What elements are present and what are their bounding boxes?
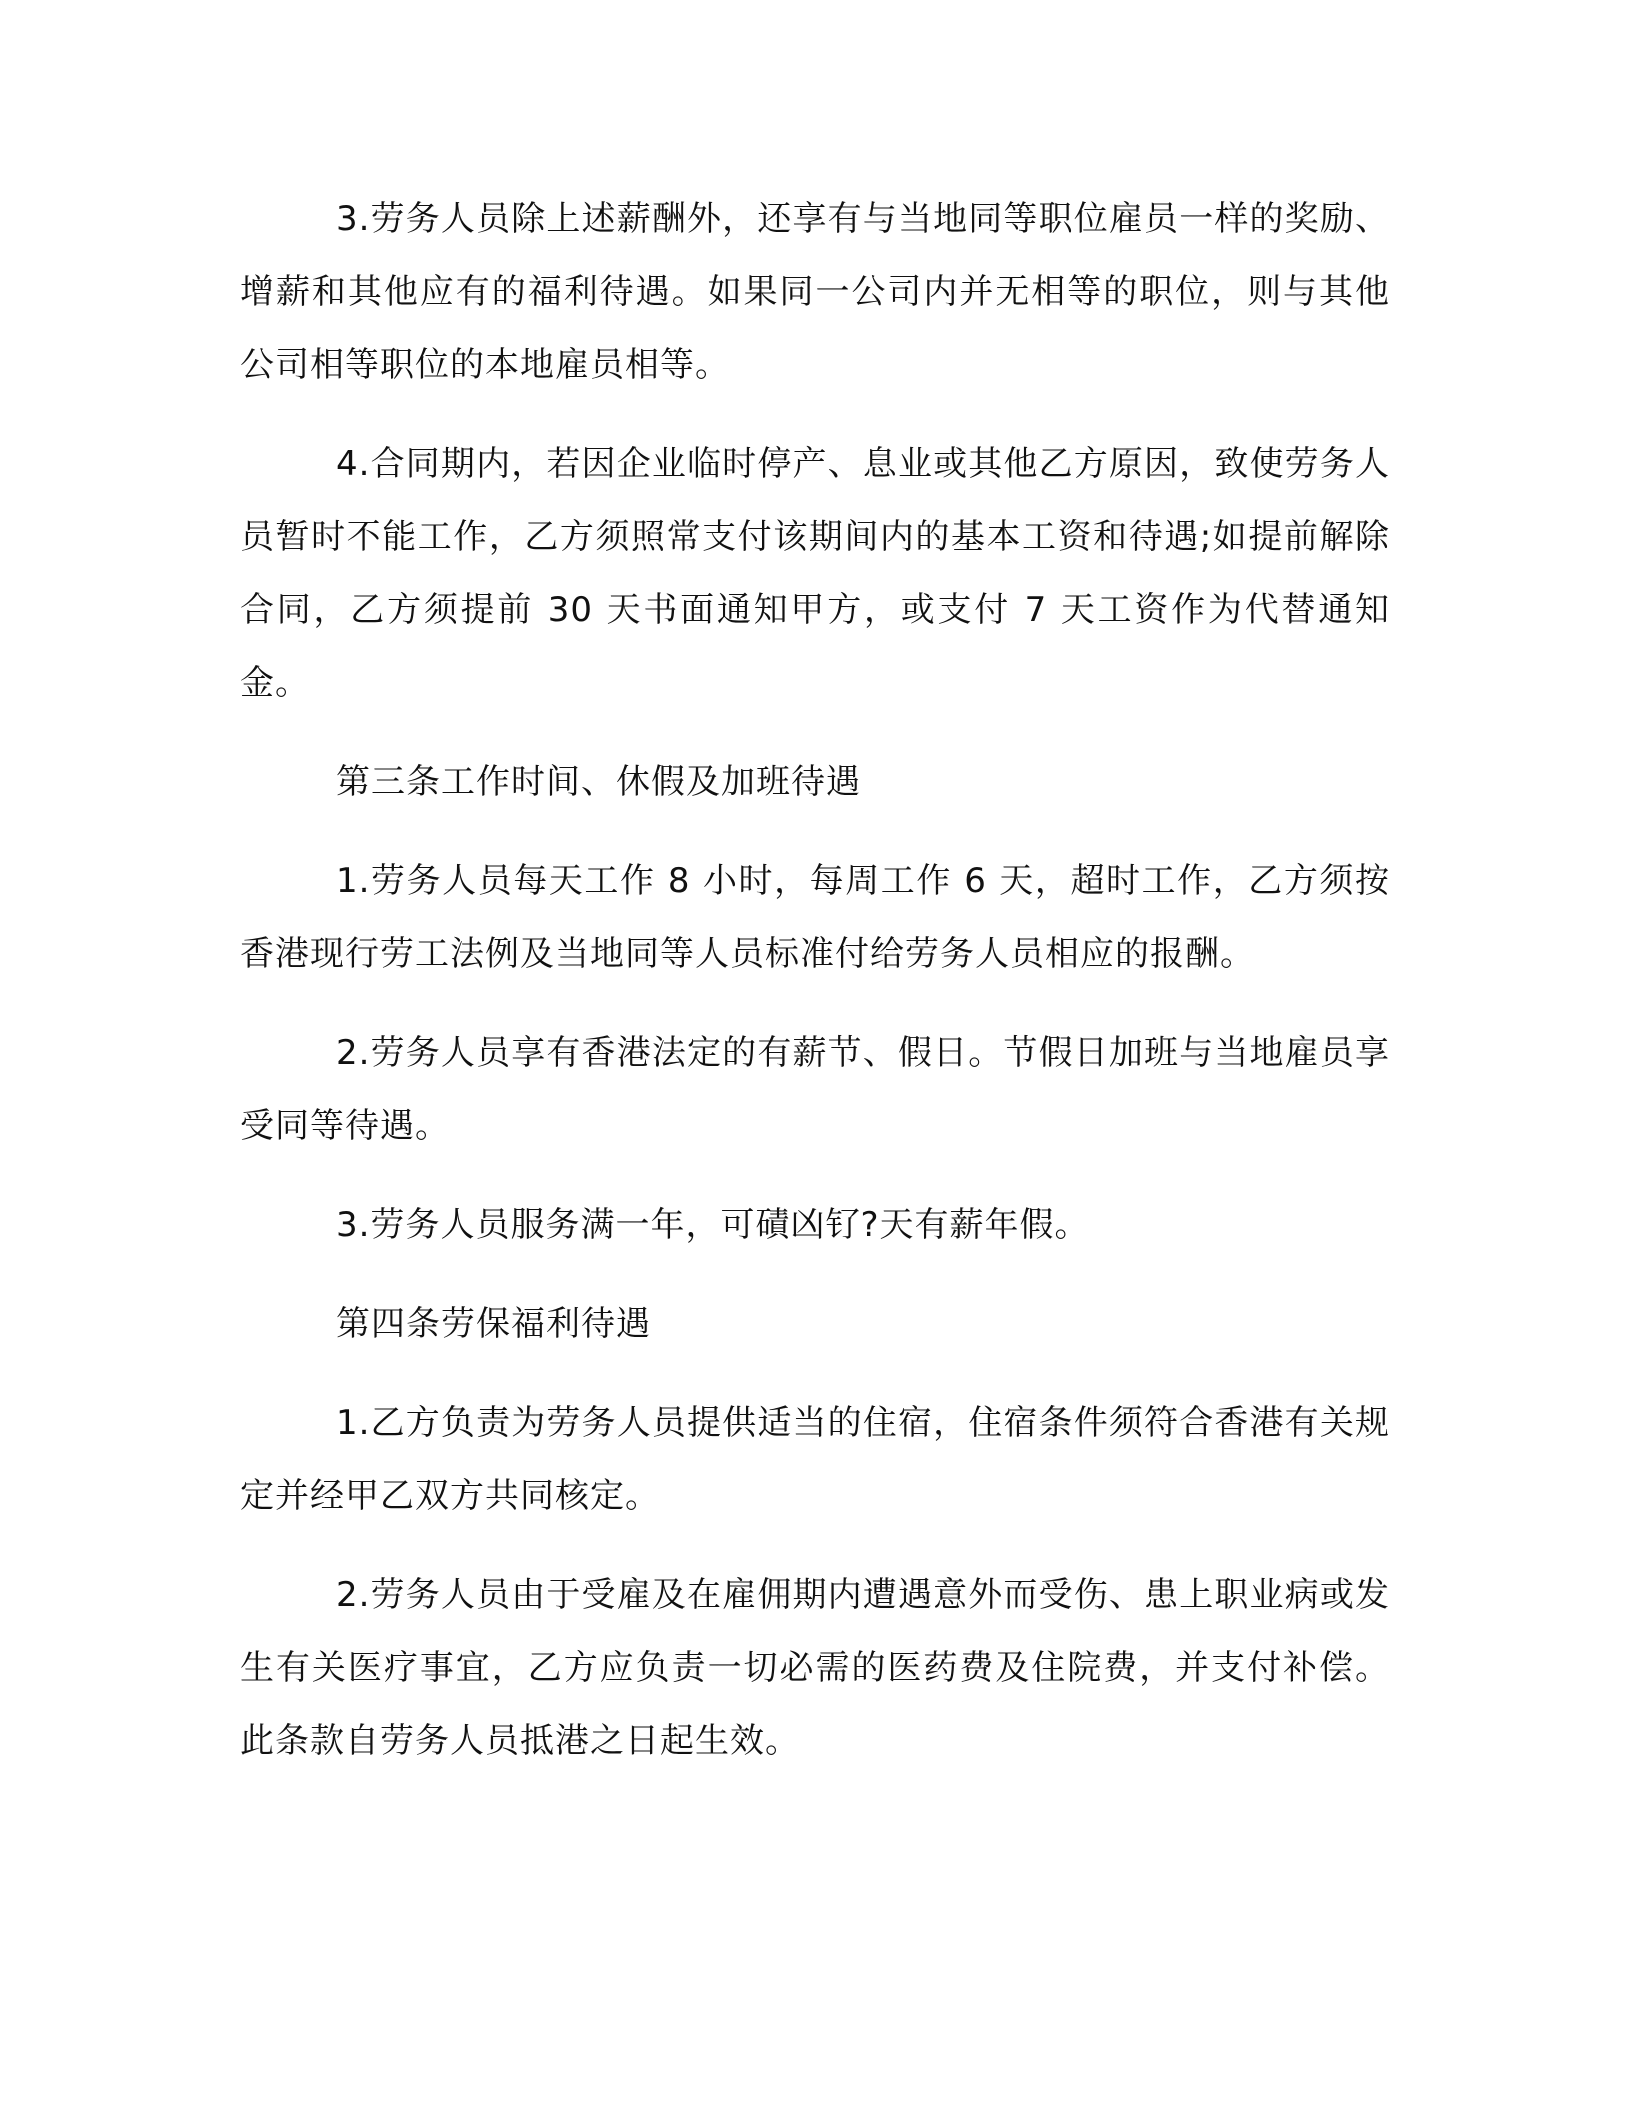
paragraph-holidays: 2.劳务人员享有香港法定的有薪节、假日。节假日加班与当地雇员享受同等待遇。 bbox=[240, 1033, 1390, 1146]
paragraph-suspension-termination: 4.合同期内，若因企业临时停产、息业或其他乙方原因，致使劳务人员暂时不能工作，乙方须照常支付该期间内的基本工资和待遇;如提前解除合同，乙方须提前 30 天书面通知甲方，或支付 7 天工资作为代替通知金。 bbox=[240, 444, 1390, 703]
document-body bbox=[240, 183, 1390, 1804]
paragraph-reward-benefits: 3.劳务人员除上述薪酬外，还享有与当地同等职位雇员一样的奖励、增薪和其他应有的福利待遇。如果同一公司内并无相等的职位，则与其他公司相等职位的本地雇员相等。 bbox=[240, 199, 1390, 385]
paragraph-annual-leave: 3.劳务人员服务满一年，可磧凶钌?天有薪年假。 bbox=[336, 1205, 1090, 1245]
paragraph-medical-injury: 2.劳务人员由于受雇及在雇佣期内遭遇意外而受伤、患上职业病或发生有关医疗事宜，乙方应负责一切必需的医药费及住院费，并支付补偿。此条款自劳务人员抵港之日起生效。 bbox=[240, 1575, 1390, 1761]
section-heading-article-3: 第三条工作时间、休假及加班待遇 bbox=[336, 762, 861, 802]
paragraph-working-hours: 1.劳务人员每天工作 8 小时，每周工作 6 天，超时工作，乙方须按香港现行劳工法例及当地同等人员标准付给劳务人员相应的报酬。 bbox=[240, 861, 1390, 974]
section-heading-article-4: 第四条劳保福利待遇 bbox=[336, 1304, 651, 1344]
paragraph-accommodation: 1.乙方负责为劳务人员提供适当的住宿，住宿条件须符合香港有关规定并经甲乙双方共同核定。 bbox=[240, 1403, 1390, 1516]
